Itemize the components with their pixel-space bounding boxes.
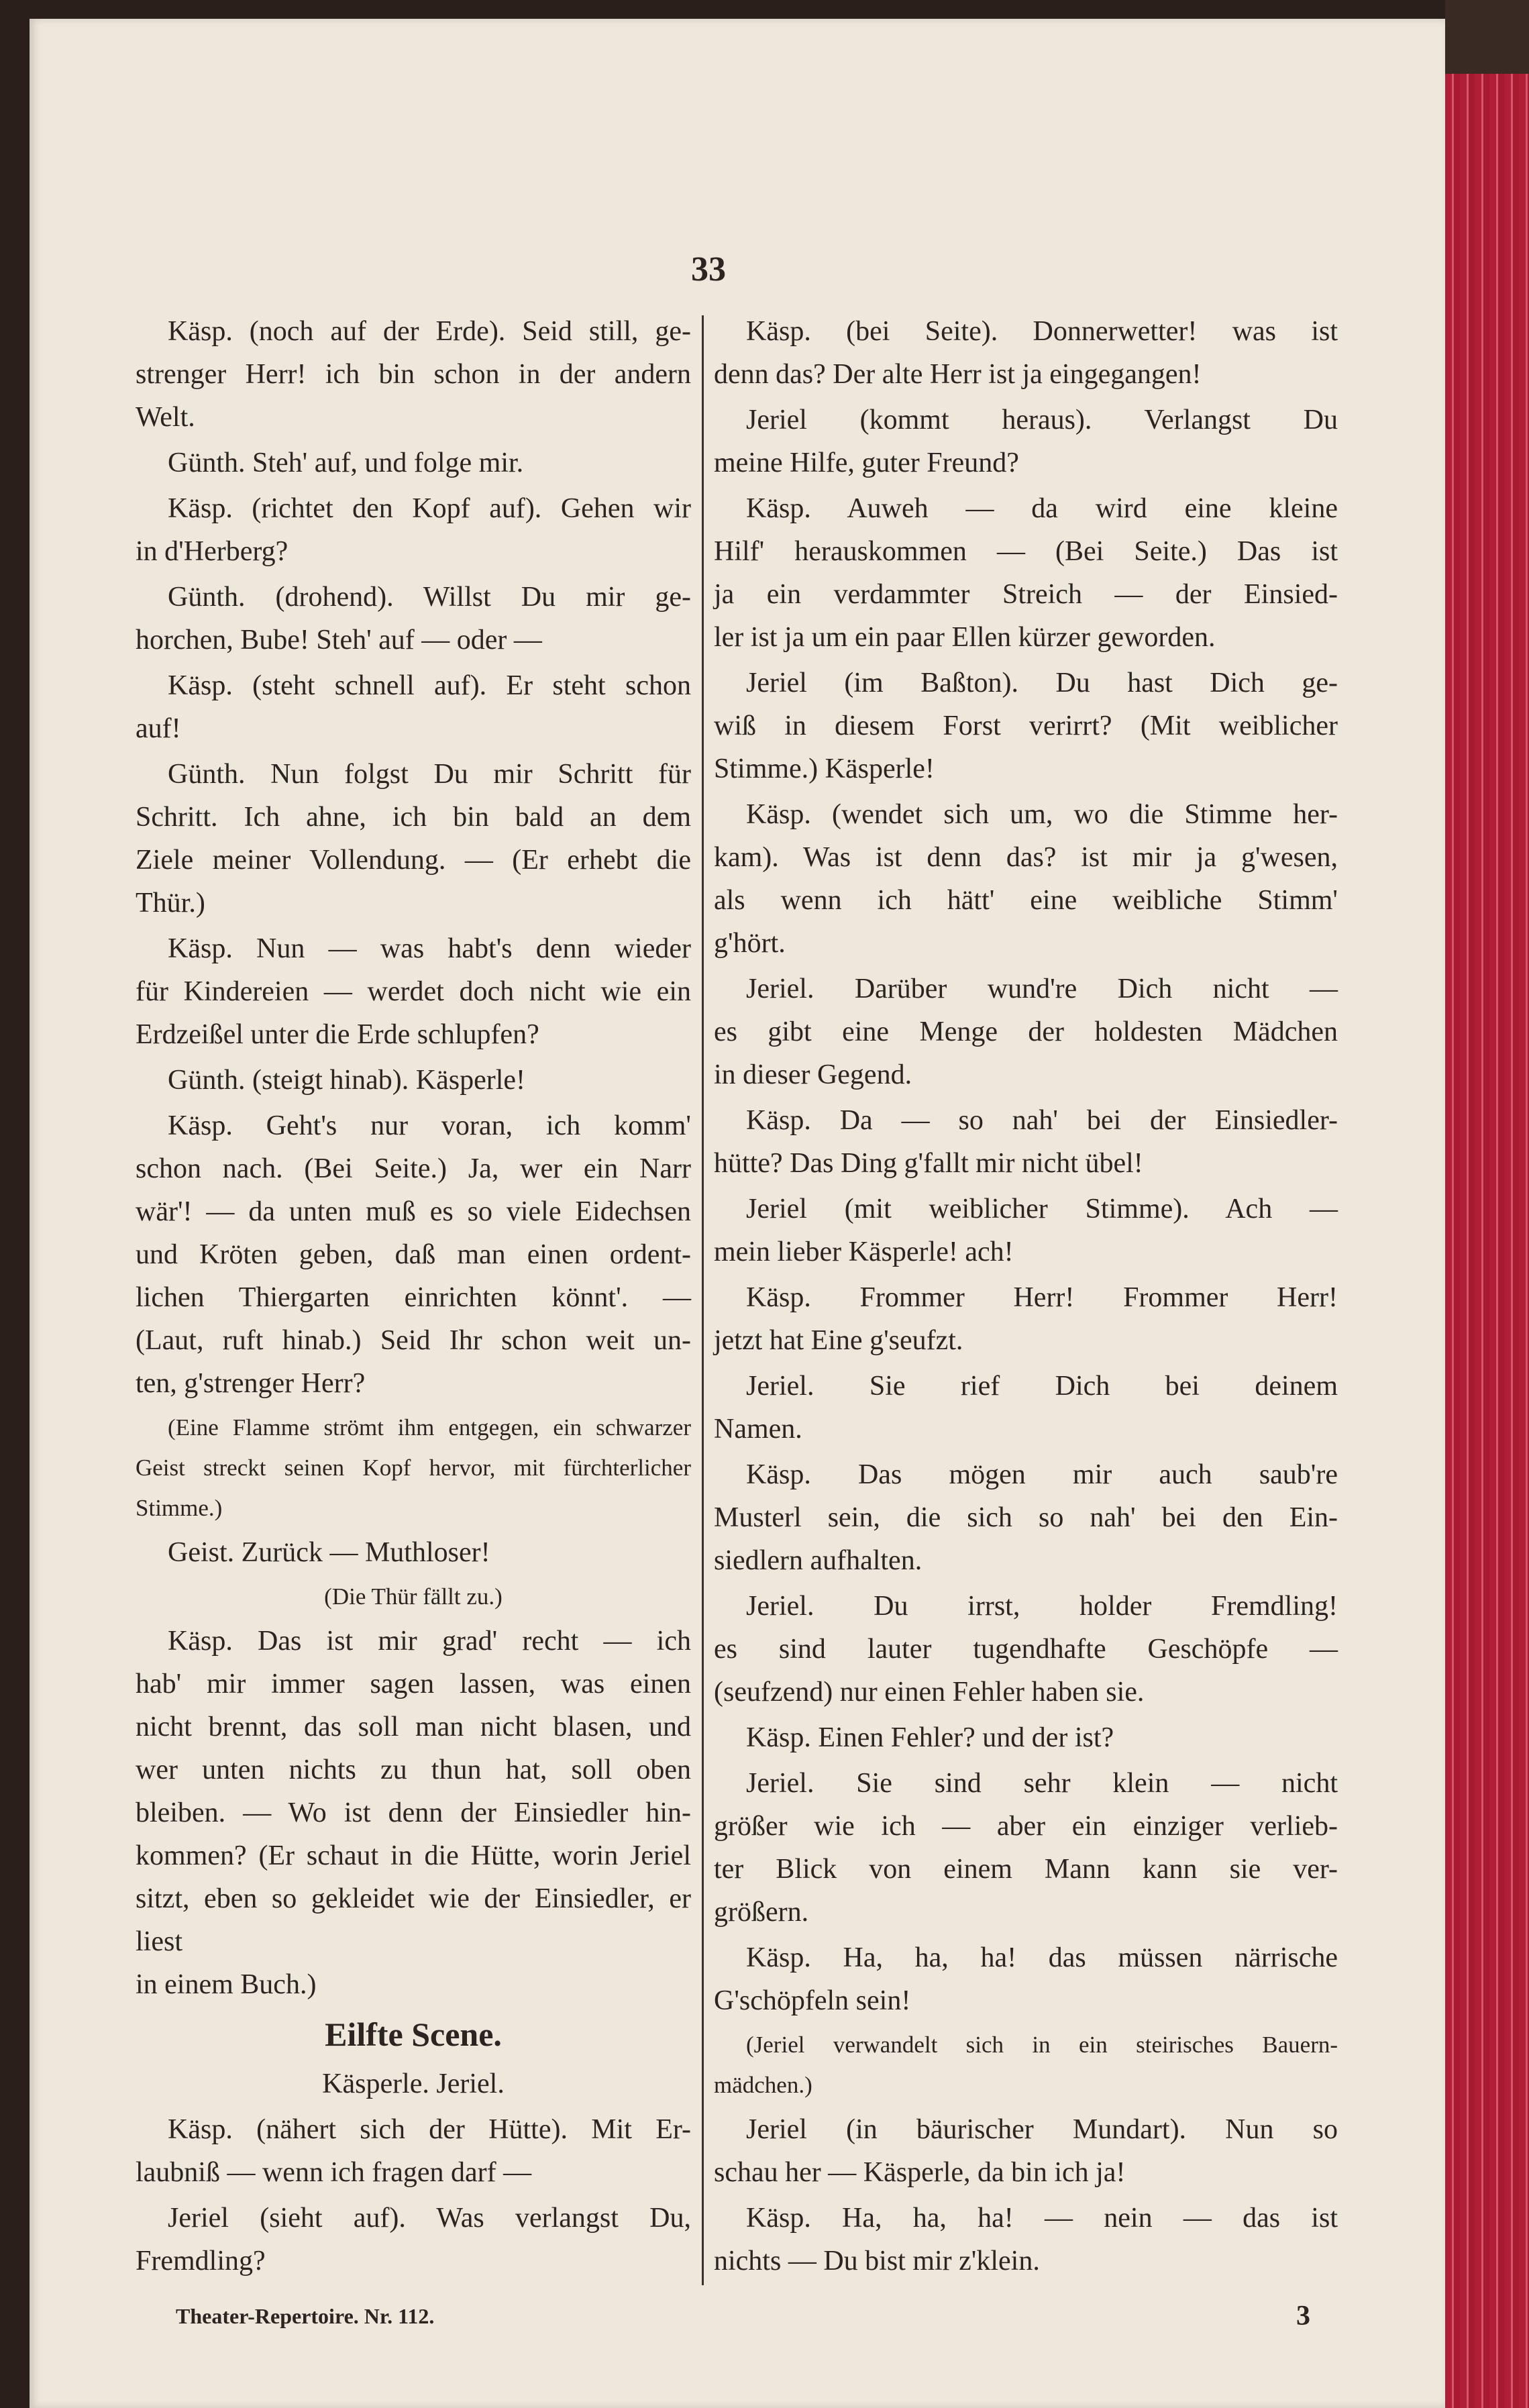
- text-line: ten, g'strenger Herr?: [136, 1368, 366, 1399]
- paragraph: [136, 753, 691, 925]
- text-line: Hilf' herauskommen — (Bei Seite.) Das ist: [714, 536, 1338, 567]
- text-line: Käsp. Ha, ha, ha! das müssen närrische: [746, 1942, 1338, 1973]
- text-line: Käsp. Einen Fehler? und der ist?: [746, 1722, 1114, 1753]
- text-line: schau her — Käsperle, da bin ich ja!: [714, 2157, 1126, 2188]
- text-line: in d'Herberg?: [136, 536, 288, 567]
- text-line: Käsp. Das ist mir grad' recht — ich: [168, 1626, 691, 1657]
- page-number: 33: [691, 250, 726, 289]
- text-line: Günth. (drohend). Willst Du mir ge-: [168, 582, 691, 613]
- text-line: Welt.: [136, 402, 195, 433]
- text-line: (Eine Flamme strömt ihm entgegen, ein schwarzer: [168, 1414, 691, 1441]
- right-column: [714, 310, 1338, 2285]
- text-line: Jeriel. Du irrst, holder Fremdling!: [746, 1591, 1338, 1622]
- text-line: Geist. Zurück — Muthloser!: [168, 1537, 490, 1568]
- paragraph: [136, 487, 691, 573]
- text-line: in dieser Gegend.: [714, 1059, 912, 1090]
- paragraph: [714, 1936, 1338, 2022]
- text-line: für Kindereien — werdet doch nicht wie ein: [136, 976, 691, 1007]
- text-line: Käsp. Frommer Herr! Frommer Herr!: [746, 1282, 1338, 1313]
- text-line: größern.: [714, 1897, 809, 1928]
- paragraph: [136, 1531, 691, 1574]
- text-line: Jeriel (mit weiblicher Stimme). Ach —: [746, 1194, 1338, 1224]
- text-line: Käsp. Das mögen mir auch saub're: [746, 1459, 1338, 1490]
- paragraph: [714, 1453, 1338, 1582]
- text-line: Ziele meiner Vollendung. — (Er erhebt die: [136, 845, 691, 876]
- paragraph: [714, 793, 1338, 965]
- text-line: und Kröten geben, daß man einen ordent-: [136, 1239, 691, 1270]
- text-line: Schritt. Ich ahne, ich bin bald an dem: [136, 802, 691, 833]
- paragraph: [136, 664, 691, 750]
- text-line: Musterl sein, die sich so nah' bei den Ein-: [714, 1502, 1338, 1533]
- text-line: in einem Buch.): [136, 1969, 317, 2000]
- text-line: Fremdling?: [136, 2246, 266, 2276]
- scene-heading: [136, 2013, 691, 2056]
- text-line: Günth. Steh' auf, und folge mir.: [168, 448, 524, 478]
- paragraph: [714, 310, 1338, 396]
- text-line: Günth. (steigt hinab). Käsperle!: [168, 1065, 526, 1096]
- text-line: ja ein verdammter Streich — der Einsied-: [714, 579, 1338, 610]
- text-line: Jeriel. Sie sind sehr klein — nicht: [746, 1768, 1338, 1799]
- text-line: Käsp. Ha, ha, ha! — nein — das ist: [746, 2203, 1338, 2234]
- text-line: Jeriel. Sie rief Dich bei deinem: [746, 1371, 1338, 1402]
- paragraph: [714, 662, 1338, 790]
- text-line: Stimme.): [136, 1495, 223, 1521]
- text-line: Thür.): [136, 888, 205, 919]
- text-line: (Die Thür fällt zu.): [324, 1583, 503, 1610]
- paragraph: [714, 1762, 1338, 1934]
- text-line: wiß in diesem Forst verirrt? (Mit weiblicher: [714, 711, 1338, 741]
- text-line: Namen.: [714, 1414, 802, 1445]
- footer-signature: 3: [1296, 2301, 1310, 2332]
- text-line: Geist streckt seinen Kopf hervor, mit fürchterlicher: [136, 1455, 691, 1481]
- text-line: Käsp. Da — so nah' bei der Einsiedler-: [746, 1105, 1338, 1136]
- text-line: siedlern aufhalten.: [714, 1545, 922, 1576]
- text-line: Erdzeißel unter die Erde schlupfen?: [136, 1019, 539, 1050]
- text-line: denn das? Der alte Herr ist ja eingegangen!: [714, 359, 1202, 390]
- text-line: hütte? Das Ding g'fallt mir nicht übel!: [714, 1148, 1143, 1179]
- text-line: Käsp. (steht schnell auf). Er steht schon: [168, 670, 691, 701]
- text-line: Eilfte Scene.: [325, 2016, 502, 2053]
- left-column: [136, 310, 691, 2285]
- text-line: Jeriel (kommt heraus). Verlangst Du: [746, 405, 1338, 435]
- text-line: Käsp. (noch auf der Erde). Seid still, ge-: [168, 316, 691, 347]
- text-line: Jeriel (im Baßton). Du hast Dich ge-: [746, 668, 1338, 698]
- text-line: mädchen.): [714, 2072, 812, 2098]
- stage-direction: [136, 1577, 691, 1617]
- paragraph: [714, 1365, 1338, 1451]
- text-line: Käsperle. Jeriel.: [322, 2069, 505, 2099]
- text-line: G'schöpfeln sein!: [714, 1985, 911, 2016]
- text-line: (seufzend) nur einen Fehler haben sie.: [714, 1677, 1145, 1708]
- text-line: schon nach. (Bei Seite.) Ja, wer ein Narr: [136, 1153, 691, 1184]
- text-line: (Jeriel verwandelt sich in ein steirisches Bauern-: [746, 2032, 1338, 2058]
- text-line: Jeriel (in bäurischer Mundart). Nun so: [746, 2114, 1338, 2145]
- text-line: Käsp. Geht's nur voran, ich komm': [168, 1110, 691, 1141]
- text-line: Käsp. (richtet den Kopf auf). Gehen wir: [168, 493, 691, 524]
- background: [1445, 0, 1529, 74]
- text-line: größer wie ich — aber ein einziger verlieb-: [714, 1811, 1338, 1842]
- paragraph: [714, 1716, 1338, 1759]
- text-line: als wenn ich hätt' eine weibliche Stimm': [714, 885, 1338, 916]
- text-line: Käsp. Nun — was habt's denn wieder: [168, 933, 691, 964]
- paragraph: [136, 1059, 691, 1102]
- text-line: kommen? (Er schaut in die Hütte, worin Jeriel: [136, 1840, 691, 1871]
- text-line: ler ist ja um ein paar Ellen kürzer geworden.: [714, 622, 1216, 653]
- text-line: Käsp. (nähert sich der Hütte). Mit Er-: [168, 2114, 691, 2145]
- text-line: mein lieber Käsperle! ach!: [714, 1237, 1014, 1267]
- footer-series: Theater-Repertoire. Nr. 112.: [176, 2304, 435, 2328]
- paragraph: [714, 2108, 1338, 2194]
- paragraph: [714, 1276, 1338, 1362]
- paragraph: [714, 2197, 1338, 2283]
- paragraph: [136, 576, 691, 662]
- stage-direction: [714, 2025, 1338, 2105]
- column-divider: [702, 315, 704, 2285]
- text-line: Jeriel. Darüber wund're Dich nicht —: [746, 974, 1338, 1004]
- paragraph: [714, 1099, 1338, 1185]
- text-line: Käsp. (wendet sich um, wo die Stimme her-: [746, 799, 1338, 830]
- paragraph: [136, 441, 691, 484]
- text-line: laubniß — wenn ich fragen darf —: [136, 2157, 532, 2188]
- book-page-edges: [1445, 74, 1529, 2408]
- text-line: es sind lauter tugendhafte Geschöpfe —: [714, 1634, 1338, 1665]
- paragraph: [136, 1104, 691, 1405]
- text-line: kam). Was ist denn das? ist mir ja g'wesen,: [714, 842, 1338, 873]
- paragraph: [714, 1188, 1338, 1273]
- text-line: Stimme.) Käsperle!: [714, 753, 935, 784]
- paragraph: [136, 2197, 691, 2283]
- text-line: meine Hilfe, guter Freund?: [714, 448, 1019, 478]
- text-line: wär'! — da unten muß es so viele Eidechsen: [136, 1196, 691, 1227]
- paragraph: [136, 2108, 691, 2194]
- text-line: sitzt, eben so gekleidet wie der Einsiedler, er liest: [136, 1883, 691, 1957]
- text-line: g'hört.: [714, 928, 786, 959]
- paragraph: [136, 927, 691, 1056]
- text-line: Käsp. (bei Seite). Donnerwetter! was ist: [746, 316, 1338, 347]
- stage-direction: [136, 1408, 691, 1528]
- paragraph: [136, 2062, 691, 2105]
- paragraph: [714, 1585, 1338, 1714]
- text-line: Jeriel (sieht auf). Was verlangst Du,: [168, 2203, 691, 2234]
- text-line: nicht brennt, das soll man nicht blasen, und: [136, 1712, 691, 1742]
- text-line: strenger Herr! ich bin schon in der andern: [136, 359, 691, 390]
- text-line: (Laut, ruft hinab.) Seid Ihr schon weit un-: [136, 1325, 691, 1356]
- text-line: hab' mir immer sagen lassen, was einen: [136, 1669, 691, 1699]
- paragraph: [714, 487, 1338, 659]
- paragraph: [714, 967, 1338, 1096]
- paragraph: [714, 399, 1338, 484]
- text-line: Käsp. Auweh — da wird eine kleine: [746, 493, 1338, 524]
- text-line: bleiben. — Wo ist denn der Einsiedler hin-: [136, 1797, 691, 1828]
- text-line: lichen Thiergarten einrichten könnt'. —: [136, 1282, 691, 1313]
- text-line: wer unten nichts zu thun hat, soll oben: [136, 1755, 691, 1785]
- text-line: jetzt hat Eine g'seufzt.: [714, 1325, 963, 1356]
- text-line: auf!: [136, 713, 181, 744]
- paragraph: [136, 1620, 691, 2006]
- text-line: Günth. Nun folgst Du mir Schritt für: [168, 759, 691, 790]
- paragraph: [136, 310, 691, 439]
- text-line: horchen, Bube! Steh' auf — oder —: [136, 625, 542, 656]
- text-line: ter Blick von einem Mann kann sie ver-: [714, 1854, 1338, 1885]
- text-line: nichts — Du bist mir z'klein.: [714, 2246, 1040, 2276]
- text-line: es gibt eine Menge der holdesten Mädchen: [714, 1016, 1338, 1047]
